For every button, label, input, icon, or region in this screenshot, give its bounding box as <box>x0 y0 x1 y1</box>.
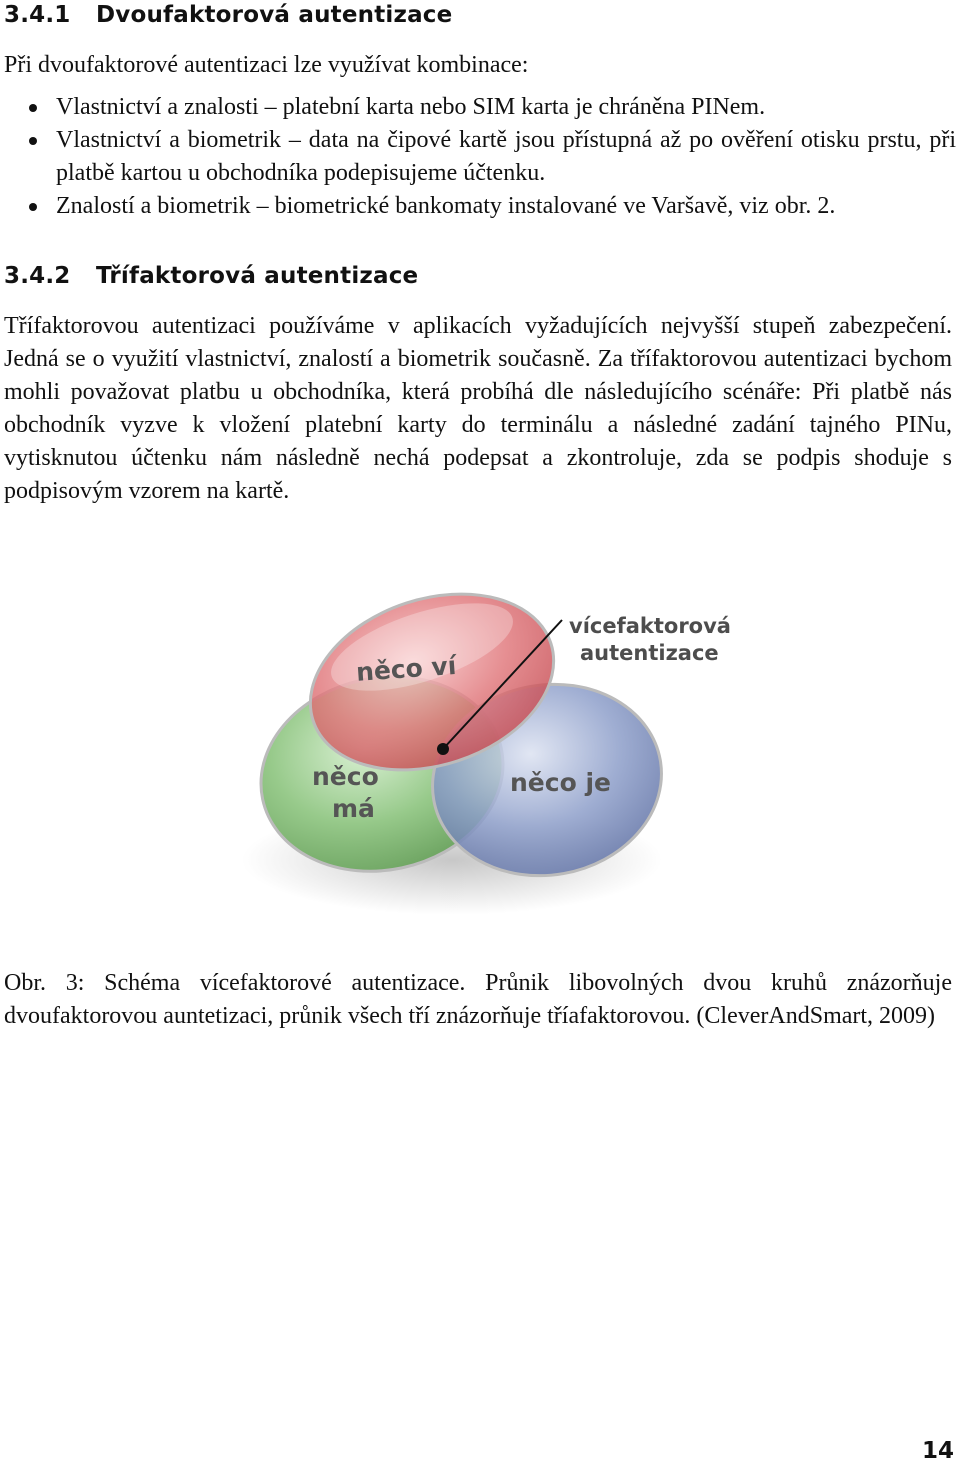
callout-label: autentizace <box>580 641 719 665</box>
list-item: Vlastnictví a znalosti – platební karta nebo SIM karta je chráněna PINem. <box>0 91 956 124</box>
section-title: Třífaktorová autentizace <box>96 263 419 289</box>
section-number: 3.4.2 <box>4 263 71 289</box>
circle-red-label: něco ví <box>355 650 458 687</box>
circle-green-label: má <box>332 794 375 823</box>
bullet-list <box>0 91 956 223</box>
page-number: 14 <box>921 1438 954 1464</box>
section-heading-3-4-1 <box>4 2 452 28</box>
section-heading-3-4-2 <box>4 263 418 289</box>
circle-blue-label: něco je <box>510 768 611 797</box>
list-item: Vlastnictví a biometrik – data na čipové kartě jsou přístupná až po ověření otisku prstu, při platbě kartou u obchodníka podepisujeme účtenku. <box>0 124 956 190</box>
intro-paragraph: Při dvoufaktorové autentizaci lze využívat kombinace: <box>4 52 529 78</box>
intersection-dot <box>437 743 449 755</box>
figure-caption: Obr. 3: Schéma vícefaktorové autentizace. Průnik libovolných dvou kruhů znázorňuje dvoufaktorovou auntetizaci, průnik všech tří znázorňuje tříafaktorovou. (CleverAndSmart, 2009) <box>4 970 952 1029</box>
venn-diagram <box>232 535 732 935</box>
circle-green-label: něco <box>312 762 379 791</box>
section-title: Dvoufaktorová autentizace <box>96 2 453 28</box>
list-item: Znalostí a biometrik – biometrické bankomaty instalované ve Varšavě, viz obr. 2. <box>0 190 956 223</box>
section-number: 3.4.1 <box>4 2 71 28</box>
body-paragraph: Třífaktorovou autentizaci používáme v aplikacích vyžadujících nejvyšší stupeň zabezpečení. Jedná se o využití vlastnictví, znalostí a biometrik současně. Za třífaktorovou autentizaci bychom mohli považovat platbu u obchodníka, která probíhá dle následujícího scénáře: Při platbě nás obchodník vyzve k vložení platební karty do terminálu a následné zadání tajného PINu, vytisknutou účtenku nám následně nechá podepsat a zkontroluje, zda se podpis shoduje s podpisovým vzorem na kartě. <box>4 313 952 504</box>
callout-label: vícefaktorová <box>569 614 731 638</box>
